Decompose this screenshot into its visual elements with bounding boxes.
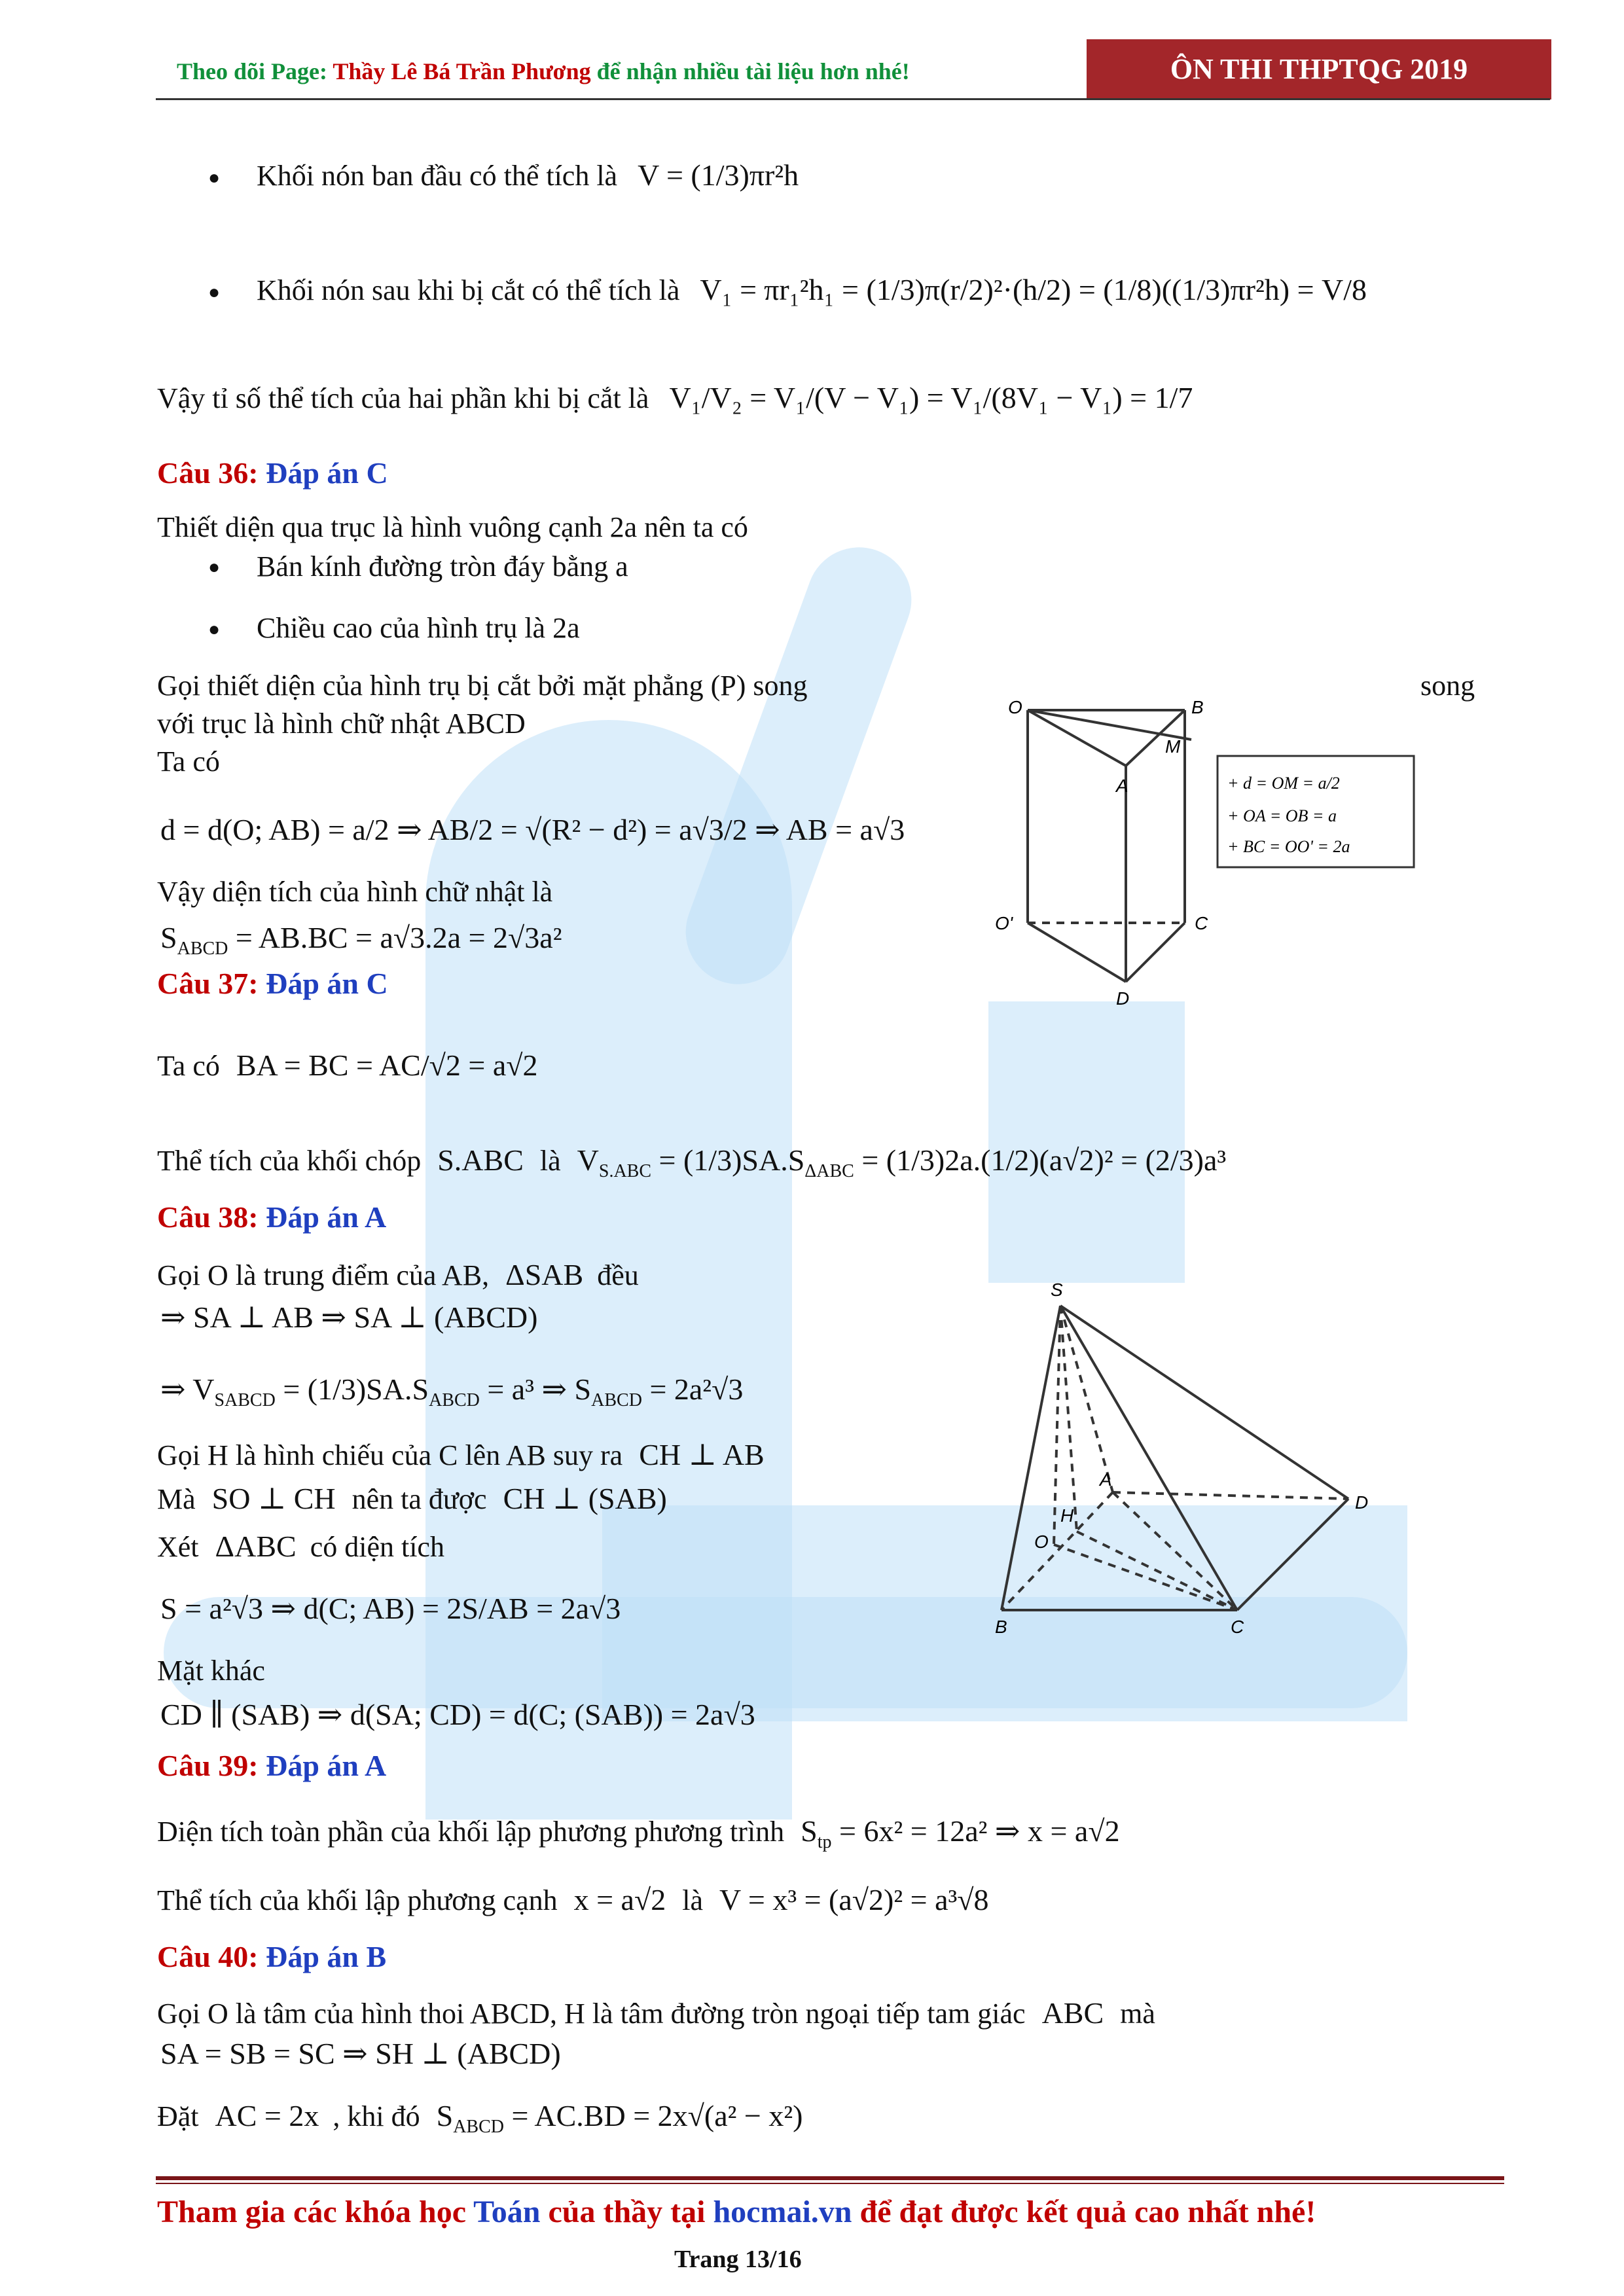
math-part: S — [436, 2099, 454, 2132]
footer-text: Tham gia các khóa học — [157, 2195, 474, 2229]
math-expression: πr₁²h₁ = (1/3)π(r/2)²·(h/2) = (1/8)((1/3)πr²h) = V/8 — [764, 273, 1367, 306]
bullet-dot: ● — [208, 619, 221, 640]
text-line — [157, 874, 552, 910]
figure-label: S — [1051, 1280, 1063, 1300]
text-line — [160, 812, 905, 849]
text: nên ta được — [352, 1483, 487, 1515]
footer-divider-thin — [156, 2183, 1504, 2184]
figure-box-line: + d = OM = a/2 — [1227, 774, 1340, 793]
header-teacher: Thầy Lê Bá Trần Phương — [333, 58, 591, 84]
question-label: Câu 38: — [157, 1200, 266, 1234]
text: Mà — [157, 1483, 196, 1515]
math-expression: ABC — [1041, 1996, 1104, 2030]
math-expression: ΔABC — [215, 1530, 297, 1563]
text: Vậy tỉ số thể tích của hai phần khi bị cắt là — [157, 382, 649, 414]
text: có diện tích — [310, 1531, 444, 1563]
math-expression: V₁ = — [700, 273, 757, 306]
figure-label: O' — [995, 913, 1013, 933]
text-line — [157, 380, 1193, 417]
text: đều — [597, 1259, 639, 1291]
text: Mặt khác — [157, 1655, 265, 1687]
figure-box-line: + BC = OO' = 2a — [1227, 837, 1350, 856]
text-line — [157, 1653, 265, 1689]
footer-link[interactable]: hocmai.vn — [713, 2195, 852, 2229]
bullet-dot: ● — [208, 556, 221, 578]
text-line — [157, 2098, 803, 2145]
text: Vậy diện tích của hình chữ nhật là — [157, 876, 553, 908]
math-expression: d = d(O; AB) = a/2 ⇒ AB/2 = √(R² − d²) = a√3/2 ⇒ AB = a√3 — [160, 813, 905, 846]
figure-label: H — [1060, 1505, 1074, 1526]
text-line — [157, 1047, 537, 1085]
answer-label: Đáp án B — [266, 1940, 387, 1973]
math-expression: BA = BC = AC/√2 = a√2 — [236, 1049, 538, 1082]
math-sub: ABCD — [429, 1390, 480, 1411]
math-expression — [160, 921, 562, 960]
math-expression: S.ABC — [437, 1143, 524, 1177]
math-part: = a³ ⇒ S — [479, 1372, 592, 1406]
math-sub: ΔABC — [804, 1161, 854, 1182]
math-expression: CH ⊥ AB — [639, 1438, 765, 1471]
question-heading — [157, 1939, 386, 1975]
figure-label: B — [1191, 697, 1204, 717]
pyramid-figure — [949, 1270, 1420, 1636]
text-line — [160, 1696, 755, 1734]
header-follow-line — [177, 58, 910, 85]
text-line — [157, 744, 220, 780]
text: Thể tích của khối lập phương cạnh — [157, 1884, 558, 1916]
question-heading — [157, 965, 388, 1002]
text: Gọi H là hình chiếu của C lên AB suy ra — [157, 1439, 623, 1471]
page-number — [674, 2245, 802, 2274]
text: , khi đó — [333, 2100, 420, 2132]
text-line — [157, 706, 526, 742]
figure-label: C — [1195, 913, 1208, 933]
math-expression: SA = SB = SC ⇒ SH ⊥ (ABCD) — [160, 2037, 561, 2070]
math-expression: CD ∥ (SAB) ⇒ d(SA; CD) = d(C; (SAB)) = 2a√3 — [160, 1698, 755, 1731]
math-part: = AB.BC = a√3.2a = 2√3a² — [228, 921, 562, 954]
math-sub: tp — [817, 1832, 832, 1853]
answer-label: Đáp án C — [266, 456, 388, 490]
text-line — [157, 1142, 1226, 1190]
bullet-dot: ● — [208, 167, 221, 188]
figure-box-line: + OA = OB = a — [1227, 806, 1337, 825]
text: là — [682, 1884, 703, 1916]
math-expression — [801, 1814, 1120, 1853]
math-expression: V = (1/3)πr²h — [638, 158, 799, 192]
question-heading — [157, 455, 388, 492]
header-divider — [156, 98, 1550, 100]
text-line — [257, 548, 628, 585]
text: là — [539, 1145, 561, 1177]
question-label: Câu 40: — [157, 1940, 266, 1973]
math-part: V — [577, 1143, 599, 1177]
text: Gọi O là trung điểm của AB, — [157, 1259, 490, 1291]
figure-label: A — [1116, 776, 1128, 796]
figure-label: M — [1165, 736, 1181, 757]
math-expression — [436, 2099, 803, 2138]
math-expression — [577, 1143, 1227, 1182]
text: Ta có — [157, 1050, 220, 1082]
header-badge-text: ÔN THI THPTQG 2019 — [1170, 53, 1468, 85]
text: Diện tích toàn phần của khối lập phương phương trình — [157, 1816, 785, 1848]
math-expression: V = x³ = (a√2)² = a³√8 — [719, 1883, 989, 1916]
text: Bán kính đường tròn đáy bằng a — [257, 550, 628, 583]
text-line — [157, 1882, 989, 1919]
figure-label: C — [1231, 1617, 1244, 1636]
text-line — [157, 1437, 765, 1474]
footer-text: Toán — [473, 2195, 541, 2229]
math-sub: ABCD — [591, 1390, 642, 1411]
math-part: = 6x² = 12a² ⇒ x = a√2 — [831, 1814, 1120, 1848]
math-expression: ⇒ SA ⊥ AB ⇒ SA ⊥ (ABCD) — [160, 1300, 538, 1334]
text-line — [257, 610, 580, 647]
text: Thiết diện qua trục là hình vuông cạnh 2a nên ta có — [157, 511, 748, 543]
text: Đặt — [157, 2100, 199, 2132]
text: Thể tích của khối chóp — [157, 1145, 422, 1177]
math-part: = AC.BD = 2x√(a² − x²) — [504, 2099, 803, 2132]
footer-text: để đạt được kết quả cao nhất nhé! — [852, 2195, 1316, 2229]
header-follow-prefix: Theo dõi Page: — [177, 58, 333, 84]
math-sub: ABCD — [177, 939, 228, 960]
text-line — [157, 1813, 1120, 1861]
footer-text: của thầy tại — [540, 2195, 713, 2229]
math-sub: ABCD — [453, 2117, 504, 2138]
text: song — [1420, 670, 1475, 702]
header-badge — [1087, 39, 1551, 99]
math-part: ⇒ V — [160, 1372, 215, 1406]
math-part: = (1/3)SA.S — [651, 1143, 805, 1177]
math-part: = 2a²√3 — [641, 1372, 744, 1406]
answer-label: Đáp án A — [266, 1200, 387, 1234]
text-line — [160, 2036, 561, 2073]
math-part: = (1/3)SA.S — [275, 1372, 429, 1406]
text: Chiều cao của hình trụ là 2a — [257, 612, 580, 644]
text: Xét — [157, 1531, 199, 1563]
text-line — [157, 1528, 444, 1566]
math-part: = (1/3)2a.(1/2)(a√2)² = (2/3)a³ — [854, 1143, 1227, 1177]
figure-label: A — [1100, 1469, 1112, 1490]
math-expression: S = a²√3 ⇒ d(C; AB) = 2S/AB = 2a√3 — [160, 1592, 621, 1625]
text: Gọi thiết diện của hình trụ bị cắt bởi mặt phẳng (P) song — [157, 670, 808, 702]
text-line — [157, 668, 808, 704]
text-line — [157, 509, 748, 546]
footer-promo — [157, 2194, 1316, 2230]
header-follow-suffix: để nhận nhiều tài liệu hơn nhé! — [590, 58, 910, 84]
figure-label: O — [1008, 697, 1022, 717]
math-expression: SO ⊥ CH — [211, 1482, 336, 1515]
text-line — [160, 1371, 743, 1419]
math-expression: AC = 2x — [215, 2099, 319, 2132]
footer-divider — [156, 2176, 1504, 2180]
answer-label: Đáp án C — [266, 967, 388, 1000]
question-heading — [157, 1748, 386, 1784]
question-label: Câu 37: — [157, 967, 266, 1000]
figure-label: D — [1116, 988, 1130, 1008]
text: với trục là hình chữ nhật ABCD — [157, 708, 526, 740]
text: mà — [1120, 1998, 1155, 2030]
text-line — [257, 157, 799, 194]
math-sub: SABCD — [214, 1390, 276, 1411]
text-line — [157, 1480, 667, 1518]
text: Ta có — [157, 745, 220, 778]
math-expression — [160, 1372, 744, 1411]
question-label: Câu 39: — [157, 1749, 266, 1782]
text-line — [160, 1590, 621, 1628]
math-part: S — [160, 921, 177, 954]
text: Khối nón sau khi bị cắt có thể tích là — [257, 274, 680, 306]
figure-label: B — [995, 1617, 1007, 1636]
text: Gọi O là tâm của hình thoi ABCD, H là tâm đường tròn ngoại tiếp tam giác — [157, 1998, 1026, 2030]
math-expression: V₁/V₂ = V₁/(V − V₁) = V₁/(8V₁ − V₁) = 1/7 — [669, 381, 1193, 414]
question-heading — [157, 1199, 386, 1236]
question-label: Câu 36: — [157, 456, 266, 490]
math-expression: CH ⊥ (SAB) — [503, 1482, 667, 1515]
cylinder-figure — [969, 681, 1440, 1008]
figure-label: O — [1034, 1532, 1049, 1552]
text-line — [157, 1995, 1155, 2032]
bullet-dot: ● — [208, 281, 221, 303]
math-part: S — [801, 1814, 818, 1848]
text-line — [257, 272, 1367, 309]
figure-label: D — [1355, 1492, 1369, 1513]
page-number-text: Trang 13/16 — [674, 2246, 802, 2273]
answer-label: Đáp án A — [266, 1749, 387, 1782]
math-expression: ΔSAB — [505, 1258, 584, 1291]
text-line — [160, 1299, 537, 1336]
text-line — [160, 920, 562, 967]
text-line — [157, 1257, 639, 1294]
math-sub: S.ABC — [598, 1161, 652, 1182]
math-expression: x = a√2 — [573, 1883, 666, 1916]
text: Khối nón ban đầu có thể tích là — [257, 160, 618, 192]
